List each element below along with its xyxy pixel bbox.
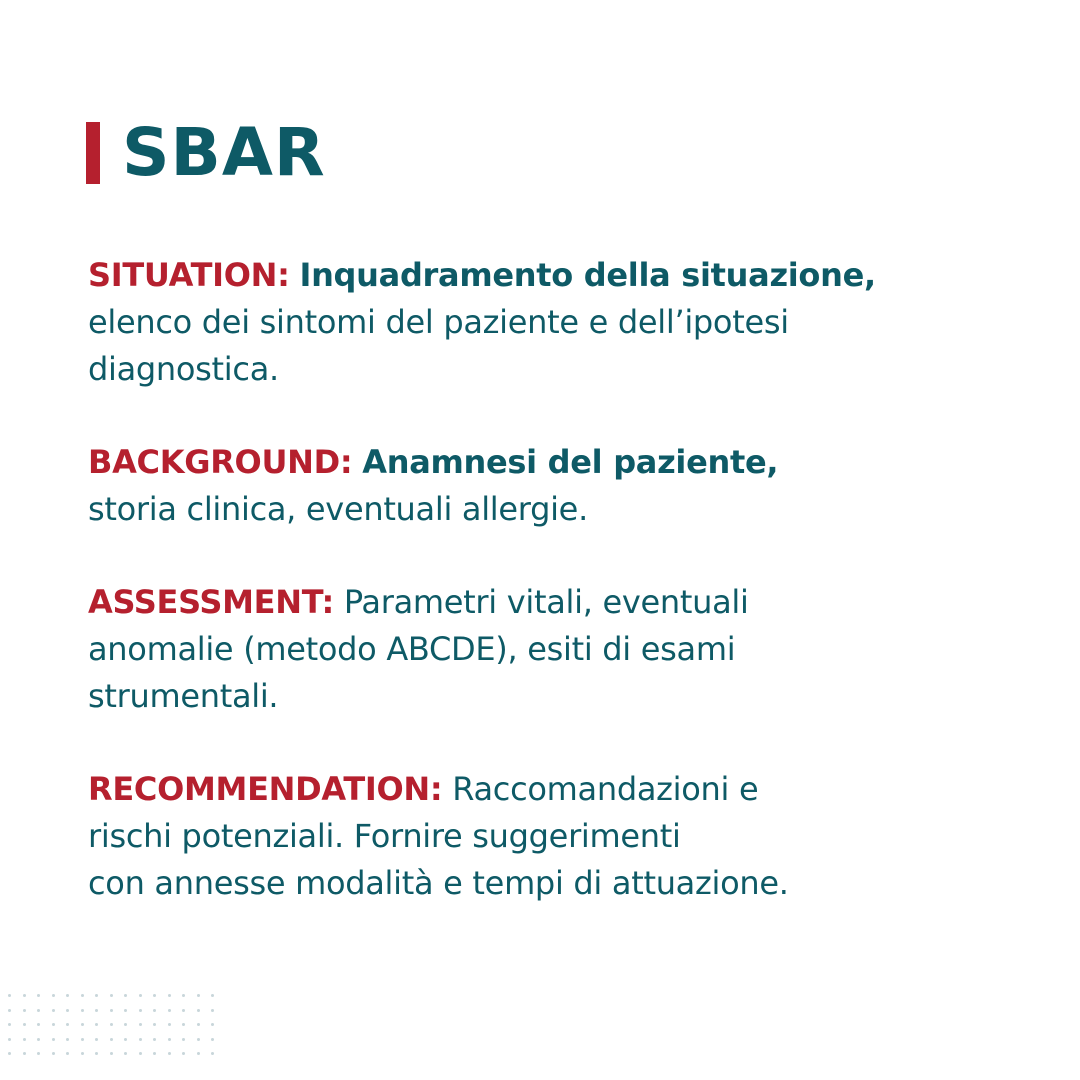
decorative-dot <box>124 1052 127 1055</box>
decorative-dot <box>182 1052 185 1055</box>
section-text: Anamnesi del paziente, <box>362 443 779 481</box>
sbar-content <box>88 252 988 953</box>
decorative-dot <box>139 1009 142 1012</box>
decorative-dot <box>52 1009 55 1012</box>
decorative-dot <box>139 1038 142 1041</box>
section-text: diagnostica. <box>88 350 279 388</box>
decorative-dot <box>37 1038 40 1041</box>
decorative-dot <box>124 1009 127 1012</box>
decorative-dot <box>110 1038 113 1041</box>
decorative-dot <box>110 1009 113 1012</box>
decorative-dot <box>66 1009 69 1012</box>
decorative-dot <box>197 1009 200 1012</box>
decorative-dot <box>8 1023 11 1026</box>
decorative-dot <box>197 1023 200 1026</box>
decorative-dot <box>8 1052 11 1055</box>
decorative-dot <box>197 1038 200 1041</box>
decorative-dot <box>52 1023 55 1026</box>
decorative-dot <box>168 1023 171 1026</box>
decorative-dot <box>81 1009 84 1012</box>
decorative-dot <box>110 1023 113 1026</box>
decorative-dot <box>52 994 55 997</box>
decorative-dot <box>23 1038 26 1041</box>
decorative-dot <box>139 994 142 997</box>
decorative-dot <box>23 1009 26 1012</box>
decorative-dot <box>66 1038 69 1041</box>
decorative-dot <box>197 994 200 997</box>
decorative-dot <box>153 1052 156 1055</box>
section-term: SITUATION: <box>88 256 290 294</box>
decorative-dot <box>124 994 127 997</box>
decorative-dot <box>110 994 113 997</box>
decorative-dot <box>197 1052 200 1055</box>
section-background <box>88 439 988 533</box>
decorative-dot <box>211 1009 214 1012</box>
section-text: Raccomandazioni e <box>452 770 759 808</box>
decorative-dot <box>124 1023 127 1026</box>
decorative-dot <box>8 1038 11 1041</box>
decorative-dot <box>211 994 214 997</box>
section-assessment <box>88 579 988 720</box>
decorative-dot <box>211 1023 214 1026</box>
decorative-dot <box>81 1038 84 1041</box>
decorative-dot <box>66 1023 69 1026</box>
decorative-dot <box>37 1052 40 1055</box>
section-term: BACKGROUND: <box>88 443 353 481</box>
decorative-dot <box>37 994 40 997</box>
decorative-dot <box>23 994 26 997</box>
section-recommendation <box>88 766 988 907</box>
section-text: Parametri vitali, eventuali <box>343 583 749 621</box>
section-text: anomalie (metodo ABCDE), esiti di esami <box>88 630 736 668</box>
section-term: ASSESSMENT: <box>88 583 334 621</box>
decorative-dot <box>95 1052 98 1055</box>
decorative-dot <box>23 1023 26 1026</box>
section-text: strumentali. <box>88 677 279 715</box>
decorative-dot <box>182 1038 185 1041</box>
section-text: elenco dei sintomi del paziente e dell’ipotesi <box>88 303 789 341</box>
decorative-dot <box>8 994 11 997</box>
decorative-dot <box>95 994 98 997</box>
decorative-dot-grid <box>8 994 228 1074</box>
decorative-dot <box>95 1023 98 1026</box>
decorative-dot <box>153 1009 156 1012</box>
decorative-dot <box>168 1009 171 1012</box>
decorative-dot <box>95 1038 98 1041</box>
decorative-dot <box>81 1052 84 1055</box>
decorative-dot <box>124 1038 127 1041</box>
decorative-dot <box>139 1023 142 1026</box>
decorative-dot <box>168 1038 171 1041</box>
decorative-dot <box>168 994 171 997</box>
section-situation <box>88 252 988 393</box>
decorative-dot <box>8 1009 11 1012</box>
section-line <box>88 766 988 813</box>
decorative-dot <box>52 1038 55 1041</box>
section-text: Inquadramento della situazione, <box>299 256 876 294</box>
section-line <box>88 252 988 299</box>
section-line <box>88 439 988 486</box>
title-accent-bar <box>86 122 100 184</box>
decorative-dot <box>182 1009 185 1012</box>
section-term: RECOMMENDATION: <box>88 770 443 808</box>
decorative-dot <box>110 1052 113 1055</box>
decorative-dot <box>211 1052 214 1055</box>
section-line <box>88 579 988 626</box>
title-block <box>86 114 326 191</box>
decorative-dot <box>168 1052 171 1055</box>
decorative-dot <box>139 1052 142 1055</box>
decorative-dot <box>153 1023 156 1026</box>
decorative-dot <box>52 1052 55 1055</box>
decorative-dot <box>37 1023 40 1026</box>
section-text: storia clinica, eventuali allergie. <box>88 490 588 528</box>
section-text: rischi potenziali. Fornire suggerimenti <box>88 817 681 855</box>
decorative-dot <box>95 1009 98 1012</box>
decorative-dot <box>182 1023 185 1026</box>
decorative-dot <box>37 1009 40 1012</box>
decorative-dot <box>66 994 69 997</box>
decorative-dot <box>153 1038 156 1041</box>
decorative-dot <box>81 1023 84 1026</box>
decorative-dot <box>182 994 185 997</box>
section-text: con annesse modalità e tempi di attuazione. <box>88 864 789 902</box>
page-title: SBAR <box>122 114 326 191</box>
decorative-dot <box>153 994 156 997</box>
decorative-dot <box>23 1052 26 1055</box>
decorative-dot <box>66 1052 69 1055</box>
decorative-dot <box>211 1038 214 1041</box>
decorative-dot <box>81 994 84 997</box>
